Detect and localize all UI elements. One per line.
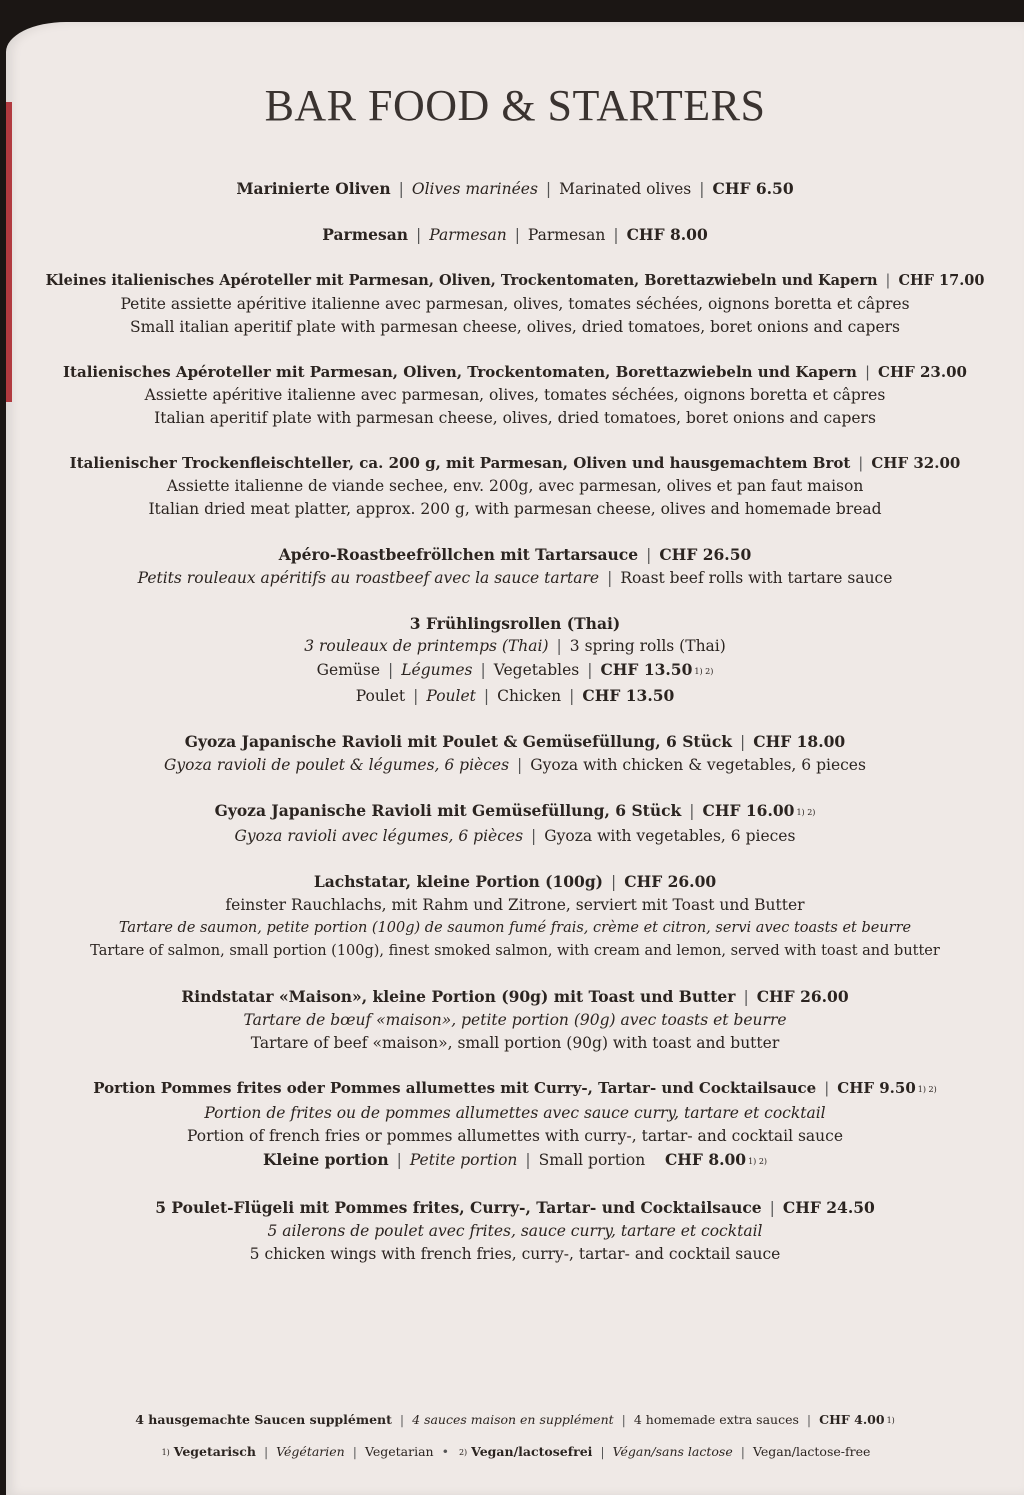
price: CHF 26.50 bbox=[659, 545, 752, 564]
price: CHF 26.00 bbox=[624, 872, 717, 891]
menu-item-roastbeef-rolls: Apéro-Roastbeefröllchen mit Tartarsauce | CHF 26.50 Petits rouleaux apéritifs au roastbeef avec la sauce tartare | Roast beef rolls with tartare sauce bbox=[137, 545, 893, 587]
price: CHF 6.50 bbox=[712, 179, 794, 198]
footnote-marker: 1) 2) bbox=[917, 1085, 937, 1094]
price: CHF 17.00 bbox=[898, 272, 985, 289]
extra-sauces-line: 4 hausgemachte Saucen supplément | 4 sauces maison en supplément | 4 homemade extra sauces | CHF 4.00 $^{1)}$ bbox=[135, 1412, 895, 1427]
price: CHF 32.00 bbox=[871, 454, 961, 472]
menu-item-dried-meat-platter: Italienischer Trockenfleischteller, ca. 200 g, mit Parmesan, Oliven und hausgemachtem Brot | CHF 32.00 Assiette italienne de viande sechee, env. 200g, avec parmesan, olives et pan faut maison Italian dried meat platter, approx. 200 g, with parmesan cheese, olives and homemade bread bbox=[69, 454, 961, 518]
menu-item-salmon-tartare: Lachstatar, kleine Portion (100g) | CHF 26.00 feinster Rauchlachs, mit Rahm und Zitrone, serviert mit Toast und Butter Tartare de saumon, petite portion (100g) de saumon fumé frais, crème et citron, servi avec toasts et beurre Tartare of salmon, small portion (100g), finest smoked salmon, with cream and lemon, served with toast and butter bbox=[90, 872, 940, 959]
menu-item-aperitif-plate: Italienisches Apéroteller mit Parmesan, Oliven, Trockentomaten, Borettazwiebeln und Kapern | CHF 23.00 Assiette apéritive italienne avec parmesan, olives, tomates séchées, oignons boretta et câpres Italian aperitif plate with parmesan cheese, olives, dried tomatoes, boret onions and capers bbox=[63, 363, 967, 427]
price: CHF 24.50 bbox=[782, 1198, 875, 1217]
price: CHF 13.50 bbox=[582, 686, 675, 705]
footnote-marker: 1) bbox=[886, 1416, 895, 1425]
price: CHF 23.00 bbox=[878, 363, 967, 381]
page-title: BAR FOOD & STARTERS bbox=[264, 81, 766, 130]
footnote-marker: 1) 2) bbox=[748, 1157, 768, 1166]
menu-item-gyoza-vegetables: Gyoza Japanische Ravioli mit Gemüsefüllung, 6 Stück | CHF 16.00 $^{1) 2)}$ Gyoza ravioli avec légumes, 6 pièces | Gyoza with vegetables, 6 pieces bbox=[214, 801, 816, 845]
price: CHF 13.50 bbox=[600, 660, 693, 679]
price: CHF 8.00 bbox=[626, 225, 708, 244]
footnote-marker: 1) 2) bbox=[796, 808, 816, 817]
menu-list bbox=[6, 177, 1024, 1288]
price: CHF 16.00 bbox=[702, 801, 795, 820]
price: CHF 4.00 bbox=[819, 1412, 885, 1427]
menu-item-beef-tartare: Rindstatar «Maison», kleine Portion (90g) mit Toast und Butter | CHF 26.00 Tartare de bœuf «maison», petite portion (90g) avec toasts et beurre Tartare of beef «maison», small portion (90g) with toast and butter bbox=[181, 987, 849, 1052]
menu-item-fries: Portion Pommes frites oder Pommes allumettes mit Curry-, Tartar- und Cocktailsauce | CHF 9.50 $^{1) 2)}$ Portion de frites ou de pommes allumettes avec sauce curry, tartare et cocktail Portion of french fries or pommes allumettes with curry-, tartar- and cocktail sauce Kleine portion | Petite portion | Small portion CHF 8.00 $^{1) 2)}$ bbox=[93, 1079, 937, 1169]
price: CHF 9.50 bbox=[837, 1079, 916, 1097]
menu-item-gyoza-chicken: Gyoza Japanische Ravioli mit Poulet & Gemüsefüllung, 6 Stück | CHF 18.00 Gyoza ravioli de poulet & légumes, 6 pièces | Gyoza with chicken & vegetables, 6 pieces bbox=[164, 732, 866, 774]
menu-item-chicken-wings: 5 Poulet-Flügeli mit Pommes frites, Curry-, Tartar- und Cocktailsauce | CHF 24.50 5 ailerons de poulet avec frites, sauce curry, tartare et cocktail 5 chicken wings with french fries, curry-, tartar- and cocktail sauce bbox=[155, 1198, 875, 1263]
menu-item-olives: Marinierte Oliven | Olives marinées | Marinated olives | CHF 6.50 bbox=[236, 179, 794, 198]
price: CHF 18.00 bbox=[753, 732, 846, 751]
menu-footer bbox=[6, 1405, 1024, 1469]
menu-item-spring-rolls: 3 Frühlingsrollen (Thai) 3 rouleaux de printemps (Thai) | 3 spring rolls (Thai) Gemüse | Légumes | Vegetables | CHF 13.50 $^{1) 2)}$ Poulet | Poulet | Chicken | CHF 13.50 bbox=[304, 614, 726, 705]
menu-page bbox=[6, 22, 1024, 1495]
price: CHF 26.00 bbox=[756, 987, 849, 1006]
menu-item-small-aperitif-plate: Kleines italienisches Apéroteller mit Parmesan, Oliven, Trockentomaten, Borettazwiebeln und Kapern | CHF 17.00 Petite assiette apéritive italienne avec parmesan, olives, tomates séchées, oignons boretta et câpres Small italian aperitif plate with parmesan cheese, olives, dried tomatoes, boret onions and capers bbox=[45, 272, 985, 336]
price: CHF 8.00 bbox=[664, 1150, 747, 1169]
footnote-marker: 1) 2) bbox=[694, 667, 714, 676]
legend-line: $^{1)}$ Vegetarisch | Végétarien | Vegetarian • $^{2)}$ Vegan/lactosefrei | Végan/sans lactose | Vegan/lactose-free bbox=[161, 1444, 871, 1459]
menu-item-parmesan: Parmesan | Parmesan | Parmesan | CHF 8.00 bbox=[322, 225, 708, 244]
